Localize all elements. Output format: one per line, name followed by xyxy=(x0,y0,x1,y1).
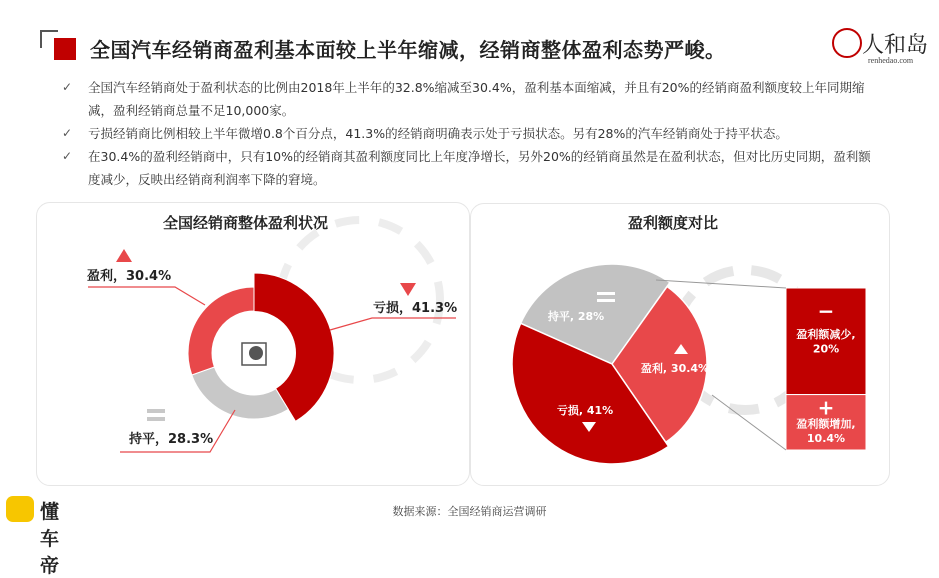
equals-icon-bottom xyxy=(597,299,615,302)
bullet-text: 全国汽车经销商处于盈利状态的比例由2018年上半年的32.8%缩减至30.4%，盈利基本面缩减，并且有20%的经销商盈利额度较上年同期缩减，盈利经销商总量不足10,000家。 xyxy=(88,80,865,118)
equals-icon-top xyxy=(147,409,165,413)
equals-icon-top xyxy=(597,292,615,295)
breakdown-label-0: 盈利额减少, 20% xyxy=(796,328,856,356)
bullet-text: 亏损经销商比例相较上半年微增0.8个百分点，41.3%的经销商明确表示处于亏损状态。另有28%的汽车经销商处于持平状态。 xyxy=(88,126,788,141)
left-donut-chart xyxy=(188,273,334,421)
brand-name: 人和岛 xyxy=(862,33,929,58)
left-label-even: 持平，28.3% xyxy=(129,432,214,447)
dollar-coin-icon xyxy=(249,346,263,360)
left-label-loss: 亏损，41.3% xyxy=(373,301,458,316)
check-icon: ✓ xyxy=(62,149,73,163)
page-title: 全国汽车经销商盈利基本面较上半年缩减，经销商整体盈利态势严峻。 xyxy=(90,38,726,62)
pie-label-even: 持平, 28% xyxy=(547,310,605,323)
left-chart-title: 全国经销商整体盈利状况 xyxy=(163,214,329,232)
leader-line-profit xyxy=(88,287,205,305)
left-label-profit: 盈利，30.4% xyxy=(87,269,172,284)
equals-icon-bottom xyxy=(147,417,165,421)
check-icon: ✓ xyxy=(62,80,73,94)
brand-url: renhedao.com xyxy=(868,56,914,65)
pie-label-loss: 亏损, 41% xyxy=(556,404,614,417)
connector-line-bottom xyxy=(712,395,786,450)
pie-label-profit: 盈利, 30.4% xyxy=(640,362,710,375)
logo-text: 懂车帝 xyxy=(40,501,60,577)
breakdown-label-1: 盈利额增加, 10.4% xyxy=(796,417,856,445)
right-chart-title: 盈利额度对比 xyxy=(628,214,719,232)
car-face-icon xyxy=(6,496,34,522)
breakdown-symbol-1: + xyxy=(817,395,835,420)
connector-line-top xyxy=(656,280,786,288)
right-pie-chart xyxy=(512,264,709,464)
bullet-text: 在30.4%的盈利经销商中，只有10%的经销商其盈利额度同比上年度净增长，另外20%的经销商虽然是在盈利状态，但对比历史同期，盈利额度减少，反映出经销商利润率下降的窘境。 xyxy=(88,149,871,187)
down-arrow-icon xyxy=(400,283,416,296)
breakdown-symbol-0: − xyxy=(817,299,835,323)
data-source: 数据来源：全国经销商运营调研 xyxy=(392,505,547,518)
check-icon: ✓ xyxy=(62,126,73,140)
up-arrow-icon xyxy=(116,249,132,262)
